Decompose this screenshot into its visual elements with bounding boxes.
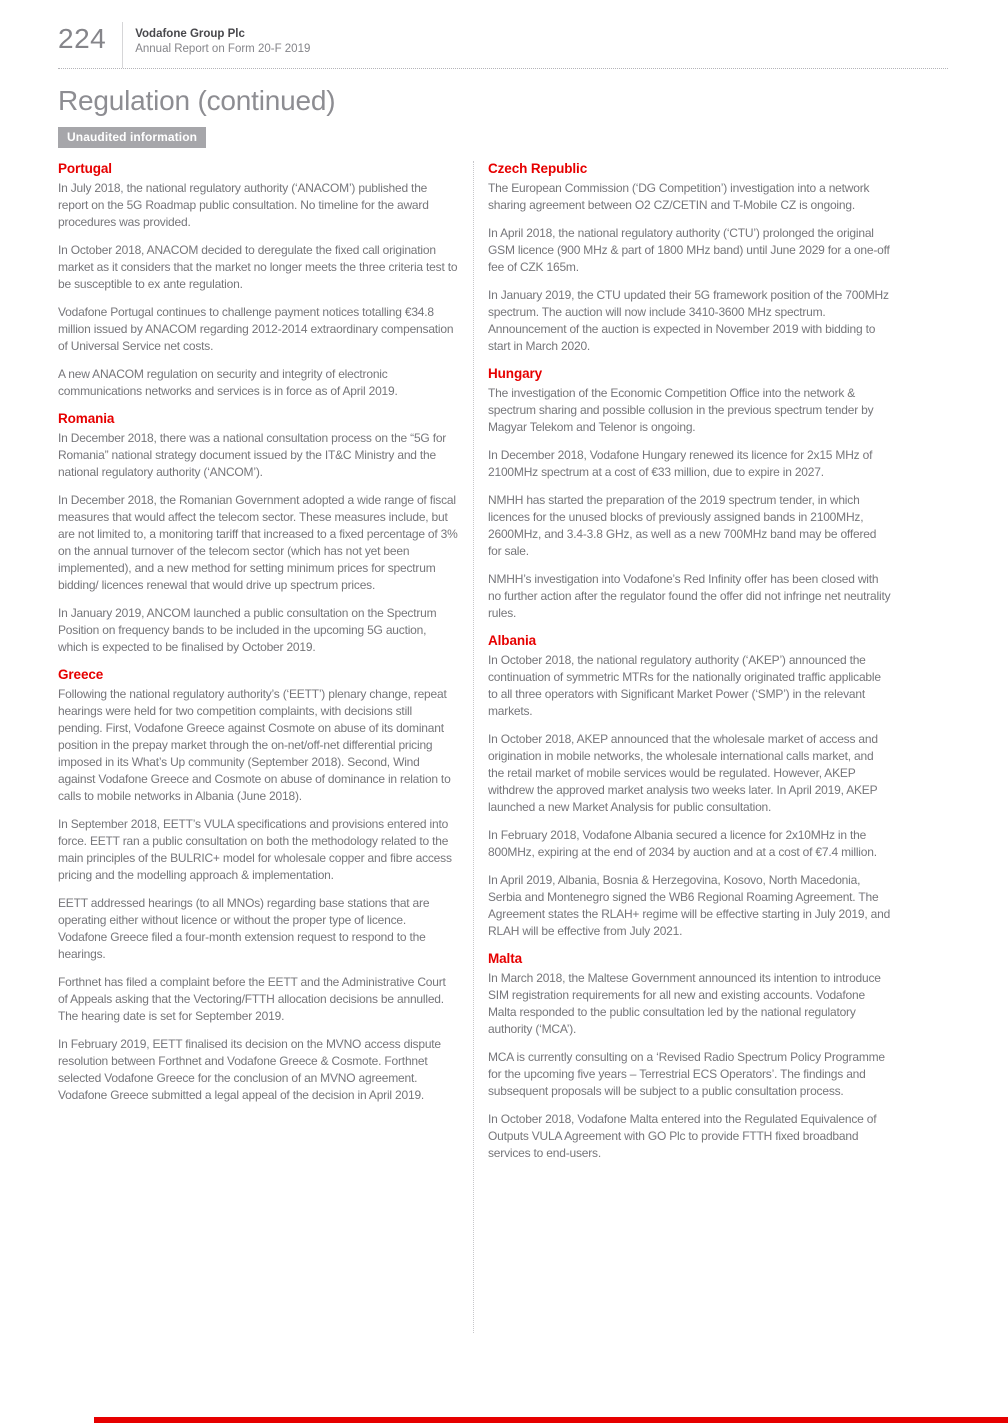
paragraph: EETT addressed hearings (to all MNOs) regarding base stations that are operating either without licence or without the proper type of licence. Vodafone Greece filed a four-month extension request to respond to the hearings. — [58, 896, 430, 961]
section-heading: Romania — [58, 411, 115, 426]
unaudited-badge: Unaudited information — [58, 127, 206, 148]
paragraph: Vodafone Portugal continues to challenge payment notices totalling €34.8 million issued by ANACOM regarding 2012-2014 extraordinary compensation of Universal Service net costs. — [58, 305, 454, 353]
paragraph: In April 2018, the national regulatory authority (‘CTU’) prolonged the original GSM licence (900 MHz & part of 1800 MHz band) until June 2029 for a one-off fee of CZK 165m. — [488, 226, 890, 274]
paragraph: In October 2018, Vodafone Malta entered into the Regulated Equivalence of Outputs VULA Agreement with GO Plc to provide FTTH fixed broadband services to end-users. — [488, 1112, 877, 1160]
paragraph: Forthnet has filed a complaint before the EETT and the Administrative Court of Appeals asking that the Vectoring/FTTH allocation decisions be annulled. The hearing date is set for September 2019. — [58, 975, 446, 1023]
column-dotted-divider — [473, 161, 474, 1333]
paragraph: In February 2018, Vodafone Albania secured a licence for 2x10MHz in the 800MHz, expiring at the end of 2034 by auction and at a cost of €7.4 million. — [488, 828, 877, 859]
paragraph: In July 2018, the national regulatory authority (‘ANACOM’) published the report on the 5G Roadmap public consultation. No timeline for the award procedures was provided. — [58, 181, 429, 229]
country-section — [58, 411, 458, 656]
left-column — [58, 161, 458, 1387]
paragraph: In October 2018, the national regulatory authority (‘AKEP’) announced the continuation of symmetric MTRs for the nationally originated traffic applicable to all three operators with Significant Market Power (‘SMP’) in the relevant markets. — [488, 653, 881, 718]
paragraph: MCA is currently consulting on a ‘Revised Radio Spectrum Policy Programme for the upcoming five years – Terrestrial ECS Operators’. The findings and subsequent proposals will be subject to a public consultation process. — [488, 1050, 885, 1098]
paragraph: The investigation of the Economic Competition Office into the network & spectrum sharing and possible collusion in the previous spectrum tender by Magyar Telekom and Telenor is ongoing. — [488, 386, 874, 434]
section-heading: Albania — [488, 633, 537, 648]
report-name: Annual Report on Form 20-F 2019 — [135, 42, 311, 55]
right-column — [488, 161, 891, 1387]
country-section — [488, 951, 891, 1162]
paragraph: In April 2019, Albania, Bosnia & Herzegovina, Kosovo, North Macedonia, Serbia and Montenegro signed the WB6 Regional Roaming Agreement. The Agreement states the RLAH+ regime will be effective starting in July 2019, and RLAH will be effective from July 2021. — [488, 873, 891, 938]
paragraph: In December 2018, there was a national consultation process on the “5G for Romania” national strategy document issued by the IT&C Ministry and the national regulatory authority (‘ANCOM’). — [58, 431, 447, 479]
paragraph: In October 2018, ANACOM decided to deregulate the fixed call origination market as it considers that the market no longer meets the three criteria test to be susceptible to ex ante regulation. — [58, 243, 458, 291]
brand-name: Vodafone Group Plc — [135, 28, 245, 40]
paragraph: NMHH’s investigation into Vodafone’s Red Infinity offer has been closed with no further action after the regulator found the offer did not infringe net neutrality rules. — [488, 572, 891, 620]
header-dotted-rule — [58, 68, 948, 69]
section-heading: Greece — [58, 667, 104, 682]
country-section — [488, 633, 891, 940]
paragraph: Following the national regulatory authority’s (‘EETT’) plenary change, repeat hearings were held for two competition complaints, with decisions still pending. First, Vodafone Greece against Cosmote on abuse of its dominant position in the prepay market through the on-net/off-net differential pricing imposed in its What’s Up community (September 2018). Second, Wind against Vodafone Greece and Cosmote on abuse of dominance in relation to calls to mobile networks in Albania (June 2018). — [58, 687, 451, 803]
footer-red-bar — [94, 1417, 1008, 1423]
section-heading: Malta — [488, 951, 523, 966]
page-content — [58, 0, 948, 1387]
paragraph: In December 2018, Vodafone Hungary renewed its licence for 2x15 MHz of 2100MHz spectrum at a cost of €33 million, due to expire in 2027. — [488, 448, 873, 479]
paragraph: In February 2019, EETT finalised its decision on the MVNO access dispute resolution between Forthnet and Vodafone Greece & Cosmote. Forthnet selected Vodafone Greece for the conclusion of an MVNO agreement. Vodafone Greece submitted a legal appeal of the decision in April 2019. — [58, 1037, 441, 1102]
header-vertical-divider — [122, 22, 123, 68]
section-heading: Portugal — [58, 161, 112, 176]
paragraph: In January 2019, ANCOM launched a public consultation on the Spectrum Position on frequency bands to be included in the upcoming 5G auction, which is expected to be finalised by October 2019. — [58, 606, 437, 654]
page-number: 224 — [58, 23, 107, 54]
paragraph: In December 2018, the Romanian Government adopted a wide range of fiscal measures that would affect the telecom sector. These measures include, but are not limited to, a monitoring tariff that increased to a fixed percentage of 3% on the annual turnover of the telecom sector (which has not yet been implemented), and a new method for setting minimum prices for spectrum bidding/ licences renewal that would drive up spectrum prices. — [58, 493, 458, 592]
paragraph: In January 2019, the CTU updated their 5G framework position of the 700MHz spectrum. The auction will now include 3410-3600 MHz spectrum. Announcement of the auction is expected in November 2019 with bidding to start in March 2020. — [488, 288, 889, 353]
paragraph: In March 2018, the Maltese Government announced its intention to introduce SIM registration requirements for all new and existing accounts. Vodafone Malta responded to the public consultation led by the national regulatory authority (‘MCA’). — [488, 971, 881, 1036]
columns — [58, 161, 948, 1387]
section-heading: Czech Republic — [488, 161, 588, 176]
paragraph: In October 2018, AKEP announced that the wholesale market of access and origination in mobile networks, the wholesale international calls market, and the retail market of mobile services would be regulated. However, AKEP withdrew the approved market analysis two weeks later. In April 2019, AKEP launched a new Market Analysis for public consultation. — [488, 732, 878, 814]
country-section — [488, 366, 891, 622]
paragraph: NMHH has started the preparation of the 2019 spectrum tender, in which licences for the unused blocks of previously assigned bands in 2100MHz, 2600MHz, and 3.4-3.8 GHz, as well as a new 700MHz band may be offered for sale. — [488, 493, 877, 558]
page-header — [58, 24, 948, 68]
country-section — [58, 161, 458, 400]
country-section — [488, 161, 891, 355]
brand-block — [135, 24, 310, 57]
country-section — [58, 667, 458, 1104]
paragraph: A new ANACOM regulation on security and integrity of electronic communications networks and services is in force as of April 2019. — [58, 367, 398, 398]
paragraph: The European Commission (‘DG Competition’) investigation into a network sharing agreement between O2 CZ/CETIN and T-Mobile CZ is ongoing. — [488, 181, 870, 212]
section-heading: Hungary — [488, 366, 543, 381]
page-title: Regulation (continued) — [58, 85, 336, 116]
paragraph: In September 2018, EETT’s VULA specifications and provisions entered into force. EETT ran a public consultation on both the methodology related to the main principles of the BULRIC+ model for wholesale copper and fibre access pricing and the modelling approach & implementation. — [58, 817, 452, 882]
